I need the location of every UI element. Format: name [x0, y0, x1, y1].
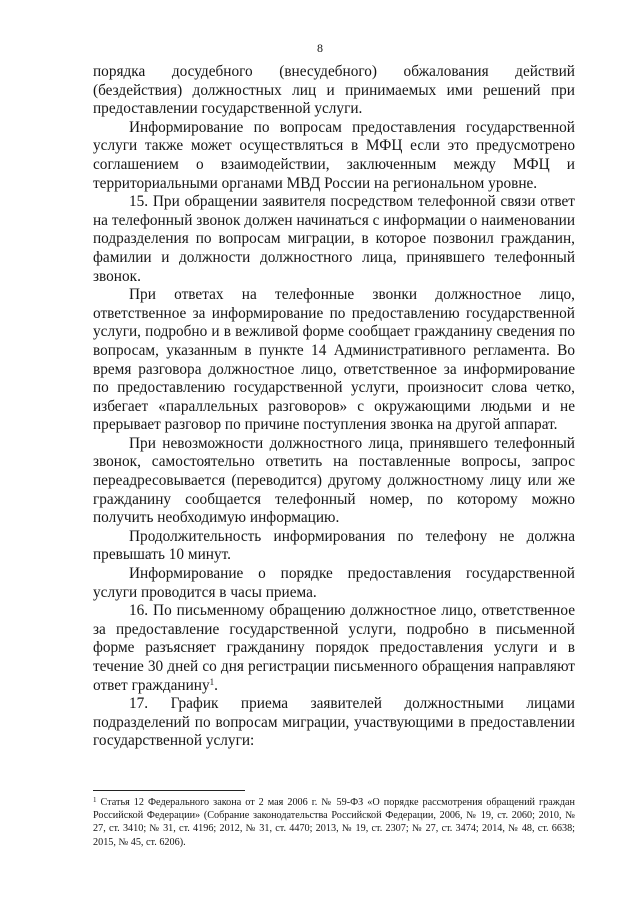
footnote-separator: [93, 790, 245, 791]
footnote-text: Статья 12 Федерального закона от 2 мая 2006 г. № 59-ФЗ «О порядке рассмотрения обращений граждан Российской Федерации» (Собрание законодательства Российской Федерации, 2006, № 19, ст. 2060; 2010, № 27, ст. 3410; № 31, ст. 4196; 2012, № 31, ст. 4470; 2013, № 19, ст. 2307; № 27, ст. 3474; 2014, № 48, ст. 6638; 2015, № 45, ст. 6206).: [93, 797, 575, 848]
paragraph-phone-etiquette: При ответах на телефонные звонки должностное лицо, ответственное за информирование по предоставлению государственной услуги, подробно и в вежливой форме сообщает гражданину сведения по вопросам, указанным в пункте 14 Административного регламента. Во время разговора должностное лицо, ответственное за информирование по предоставлению государственной услуги, произносит слова четко, избегает «параллельных разговоров» с окружающими людьми и не прерывает разговор по причине поступления звонка на другой аппарат.: [93, 286, 575, 434]
paragraph-call-duration: Продолжительность информирования по телефону не должна превышать 10 минут.: [93, 527, 575, 564]
footnote-reference[interactable]: 1: [209, 676, 215, 687]
paragraph-call-redirect: При невозможности должностного лица, принявшего телефонный звонок, самостоятельно ответить на поставленные вопросы, запрос переадресовывается (переводится) другому должностному лицу или же гражданину сообщается телефонный номер, по которому можно получить необходимую информацию.: [93, 434, 575, 527]
paragraph-17-schedule: 17. График приема заявителей должностными лицами подразделений по вопросам миграции, участвующими в предоставлении государственной услуги:: [93, 695, 575, 750]
paragraph-continuation: порядка досудебного (внесудебного) обжалования действий (бездействия) должностных лиц и принимаемых ими решений при предоставлении государственной услуги.: [93, 63, 575, 118]
paragraph-16-text: 16. По письменному обращению должностное лицо, ответственное за предоставление государственной услуги, подробно в письменной форме разъясняет гражданину порядок предоставления услуги и в течение 30 дней со дня регистрации письменного обращения направляют ответ гражданину: [93, 602, 575, 694]
paragraph-16-written-request: 16. По письменному обращению должностное лицо, ответственное за предоставление государственной услуги, подробно в письменной форме разъясняет гражданину порядок предоставления услуги и в течение 30 дней со дня регистрации письменного обращения направляют ответ гражданину$^1$.: [93, 602, 575, 694]
paragraph-mfc-informing: Информирование по вопросам предоставления государственной услуги также может осуществляться в МФЦ если это предусмотрено соглашением о взаимодействии, заключенным между МФЦ и территориальными органами МВД России на региональном уровне.: [93, 118, 575, 192]
paragraph-15-phone-answer: 15. При обращении заявителя посредством телефонной связи ответ на телефонный звонок должен начинаться с информации о наименовании подразделения по вопросам миграции, в которое позвонил гражданин, фамилии и должности должностного лица, принявшего телефонный звонок.: [93, 193, 575, 285]
page-number: 8: [317, 41, 323, 55]
footnote-marker: 1: [93, 796, 97, 804]
footnote: [93, 796, 575, 849]
paragraph-reception-hours: Информирование о порядке предоставления государственной услуги проводится в часы приема.: [93, 565, 575, 601]
document-body: [93, 63, 575, 751]
